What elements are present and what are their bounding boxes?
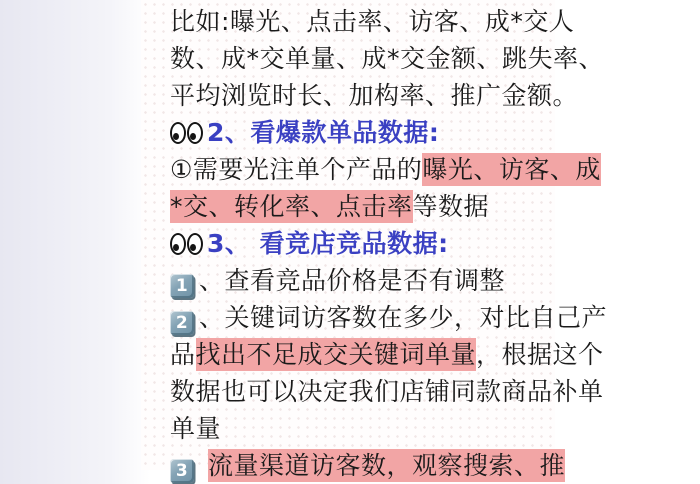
text-segment: 、查看竞品价格是否有调整 [199,266,506,295]
keycap-3-icon: 3 [170,459,194,483]
list-item [170,299,608,336]
heading-text: 3、 看竞店竞品数据: [207,229,449,258]
text-segment: 数据也可以决定我们店铺同款商品补单 [170,377,604,406]
text-segment: ，根据这个 [476,340,604,369]
text-line [170,77,579,114]
text-line [170,336,604,373]
text-segment: 数、成*交单量、成*交金额、跳失率、 [170,44,605,73]
eyes-emoji-icon [170,117,203,154]
text-line [170,3,575,40]
text-segment: 等数据 [412,192,490,221]
highlight: 找出不足成交关键词单量 [195,340,477,369]
text-line [170,373,604,410]
text-segment: 单量 [170,414,222,443]
text-line [170,188,570,225]
eyes-emoji-icon [170,228,203,265]
text-segment: ①需要光注单个产品的 [170,155,423,184]
text-segment: 、关键词访客数在多少，对比自己产 [199,303,608,332]
keycap-2-icon: 2 [170,311,194,335]
text-line [170,40,605,77]
heading-text: 2、看爆款单品数据: [207,118,440,147]
text-segment: 比如:曝光、点击率、访客、成*交人 [170,7,575,36]
list-item [170,447,570,484]
text-segment: 品 [170,340,196,369]
highlight: *交、转化率、点击率 [170,192,413,221]
list-item [170,262,570,299]
text-line [170,151,601,188]
note-text-column [170,3,608,484]
highlight: 曝光、访客、成 [422,155,601,184]
text-segment: 平均浏览时长、加构率、推广金额。 [170,81,579,110]
section-heading-2 [170,114,570,151]
section-heading-3 [170,225,570,262]
text-line [170,410,570,447]
keycap-1-icon: 1 [170,274,194,298]
highlight: 流量渠道访客数，观察搜索、推 [208,451,566,480]
